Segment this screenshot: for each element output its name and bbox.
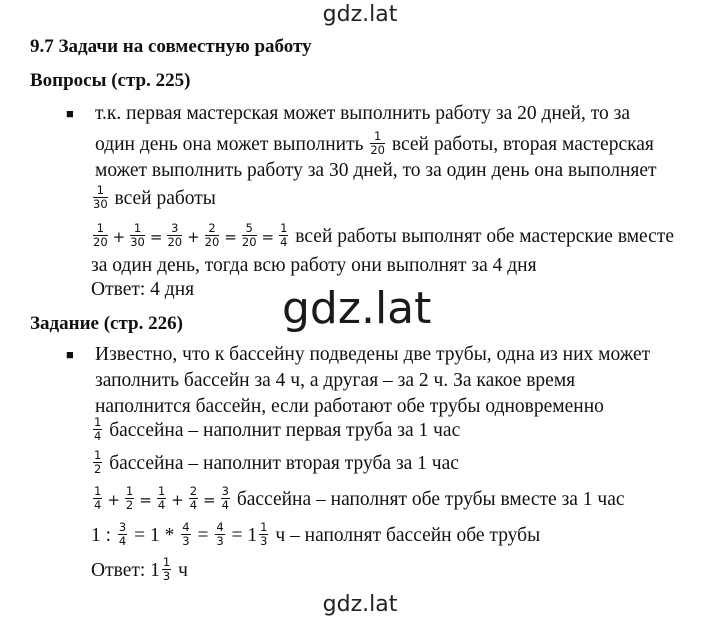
- numerator: 1: [280, 221, 288, 235]
- fraction: [259, 522, 268, 547]
- text-segment: = 1 *: [134, 524, 175, 546]
- paragraph-line: [91, 183, 216, 212]
- plus-sign: +: [187, 227, 200, 246]
- fraction: [279, 223, 288, 248]
- numerator: 1: [94, 448, 102, 462]
- fraction: [125, 486, 134, 511]
- answer-line: [91, 555, 188, 584]
- equals-sign: =: [149, 227, 163, 246]
- denominator: 2: [125, 498, 134, 512]
- text-segment: = 1: [231, 524, 258, 546]
- equation-line: [91, 520, 541, 549]
- fraction: [205, 223, 220, 248]
- paragraph-line: т.к. первая мастерская может выполнить работу за 20 дней, то за: [95, 103, 630, 124]
- denominator: 20: [241, 235, 257, 249]
- numerator: 5: [242, 223, 257, 236]
- task-title: Задание (стр. 226): [30, 313, 183, 334]
- text-segment: =: [197, 524, 209, 546]
- paragraph-line: [95, 129, 654, 158]
- questions-title: Вопросы (стр. 225): [30, 70, 191, 91]
- plus-sign: +: [112, 227, 126, 246]
- bullet-marker: ■: [66, 347, 74, 362]
- numerator: 1: [157, 484, 166, 498]
- denominator: 4: [189, 498, 198, 512]
- bullet-marker: ■: [66, 106, 74, 121]
- denominator: 4: [280, 235, 288, 249]
- numerator: 3: [167, 223, 182, 236]
- fraction: [167, 223, 182, 248]
- text-segment: один день она может выполнить: [95, 133, 364, 155]
- text-segment: Ответ: 1: [91, 559, 160, 581]
- denominator: 20: [204, 235, 220, 249]
- paragraph-line: наполнится бассейн, если работают обе трубы одновременно: [95, 396, 604, 417]
- watermark-bottom: gdz.lat: [322, 592, 398, 617]
- result-line: [91, 448, 459, 477]
- numerator: 3: [118, 520, 127, 534]
- denominator: 3: [260, 534, 268, 548]
- denominator: 3: [216, 534, 224, 548]
- fraction: [181, 522, 190, 547]
- text-segment: ч – наполнят бассейн обе трубы: [275, 524, 541, 546]
- numerator: 1: [162, 555, 171, 569]
- fraction: [370, 131, 385, 156]
- equals-sign: =: [139, 490, 152, 509]
- numerator: 1: [94, 415, 102, 429]
- plus-sign: +: [171, 490, 184, 509]
- text-segment: ч: [178, 559, 188, 581]
- text-segment: всей работы выполнят обе мастерские вместе: [295, 225, 675, 247]
- result-line: [91, 415, 461, 444]
- equals-sign: =: [203, 490, 216, 509]
- fraction: [157, 486, 166, 511]
- denominator: 3: [162, 569, 171, 583]
- numerator: 2: [189, 484, 198, 498]
- equals-sign: =: [224, 227, 237, 246]
- denominator: 4: [157, 498, 166, 512]
- paragraph-line: заполнить бассейн за 4 ч, а другая – за 2 ч. За какое время: [95, 370, 576, 391]
- numerator: 3: [221, 484, 229, 498]
- watermark-center: gdz.lat: [282, 283, 432, 334]
- denominator: 3: [182, 534, 190, 548]
- numerator: 1: [93, 223, 108, 236]
- text-segment: всей работы, вторая мастерская: [391, 133, 654, 155]
- watermark-top: gdz.lat: [322, 2, 398, 27]
- numerator: 4: [182, 520, 190, 534]
- denominator: 30: [93, 197, 108, 211]
- fraction: [93, 223, 108, 248]
- fraction: [130, 223, 145, 248]
- denominator: 20: [370, 143, 385, 157]
- denominator: 4: [118, 534, 127, 548]
- fraction: [93, 450, 102, 475]
- fraction: [221, 486, 230, 511]
- denominator: 30: [130, 235, 145, 249]
- denominator: 4: [94, 498, 102, 512]
- denominator: 4: [221, 498, 229, 512]
- fraction: [242, 223, 257, 248]
- fraction: [189, 486, 198, 511]
- paragraph-line: может выполнить работу за 30 дней, то за один день она выполняет: [95, 160, 657, 181]
- numerator: 1: [130, 223, 145, 236]
- answer-line: Ответ: 4 дня: [91, 279, 195, 300]
- fraction: [118, 522, 127, 547]
- text-segment: бассейна – наполнит вторая труба за 1 час: [109, 452, 459, 474]
- denominator: 4: [94, 429, 102, 443]
- numerator: 4: [216, 520, 224, 534]
- numerator: 1: [94, 484, 102, 498]
- denominator: 20: [93, 235, 108, 249]
- equation-line: [91, 221, 675, 250]
- numerator: 1: [260, 520, 268, 534]
- fraction: [93, 486, 102, 511]
- section-heading: 9.7 Задачи на совместную работу: [30, 36, 312, 57]
- text-segment: бассейна – наполнят обе трубы вместе за 1 час: [236, 488, 625, 510]
- fraction: [162, 557, 171, 582]
- text-segment: 1 :: [91, 524, 112, 546]
- paragraph-line: за один день, тогда всю работу они выполнят за 4 дня: [91, 255, 537, 276]
- paragraph-line: Известно, что к бассейну подведены две трубы, одна из них может: [95, 344, 651, 365]
- numerator: 2: [205, 223, 220, 236]
- fraction: [215, 522, 224, 547]
- numerator: 1: [370, 131, 385, 144]
- denominator: 20: [167, 235, 183, 249]
- numerator: 1: [125, 484, 134, 498]
- fraction: [93, 185, 108, 210]
- numerator: 1: [93, 185, 108, 198]
- equation-line: [91, 484, 625, 513]
- denominator: 2: [94, 462, 102, 476]
- text-segment: всей работы: [114, 187, 216, 209]
- text-segment: бассейна – наполнит первая труба за 1 час: [109, 419, 461, 441]
- fraction: [93, 417, 102, 442]
- plus-sign: +: [107, 490, 120, 509]
- equals-sign: =: [261, 227, 275, 246]
